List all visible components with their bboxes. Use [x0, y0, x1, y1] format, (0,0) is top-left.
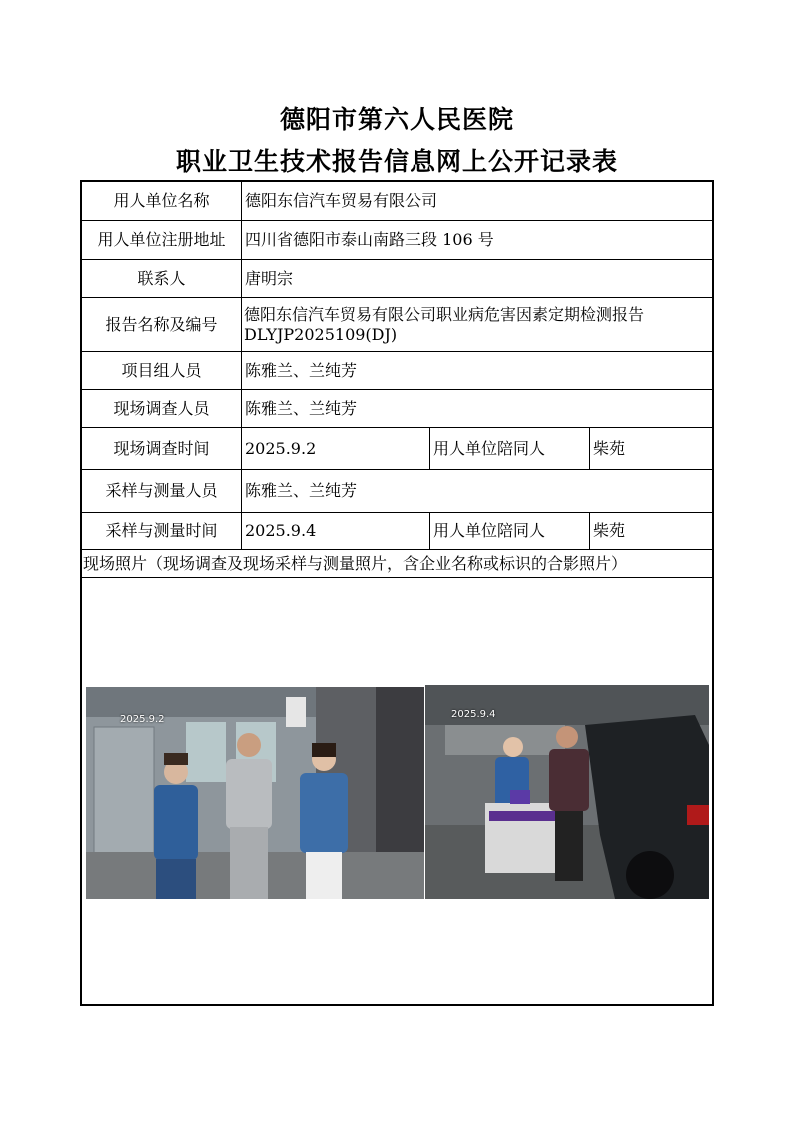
sampling-companion-value: 柴苑 — [590, 513, 712, 550]
employer-address-label: 用人单位注册地址 — [82, 221, 242, 260]
employer-name-value: 德阳东信汽车贸易有限公司 — [242, 182, 712, 221]
employer-name-label: 用人单位名称 — [82, 182, 242, 221]
report-label: 报告名称及编号 — [82, 298, 242, 352]
sampling-time-value: 2025.9.4 — [242, 513, 430, 550]
record-table — [80, 180, 714, 1006]
report-value: 德阳东信汽车贸易有限公司职业病危害因素定期检测报告 DLYJP2025109(DJ) — [242, 298, 712, 352]
project-team-label: 项目组人员 — [82, 352, 242, 390]
survey-staff-label: 现场调查人员 — [82, 390, 242, 428]
sampling-time-label: 采样与测量时间 — [82, 513, 242, 550]
document-title-form: 职业卫生技术报告信息网上公开记录表 — [175, 147, 618, 176]
contact-value: 唐明宗 — [242, 260, 712, 298]
sampling-staff-label: 采样与测量人员 — [82, 470, 242, 513]
project-team-value: 陈雅兰、兰纯芳 — [242, 352, 712, 390]
survey-companion-label: 用人单位陪同人 — [430, 428, 590, 470]
photo2-date-stamp: 2025.9.4 — [451, 709, 496, 720]
photo1-date-stamp: 2025.9.2 — [120, 714, 165, 725]
photos-header: 现场照片（现场调查及现场采样与测量照片，含企业名称或标识的合影照片） — [82, 550, 712, 578]
survey-staff-value: 陈雅兰、兰纯芳 — [242, 390, 712, 428]
contact-label: 联系人 — [82, 260, 242, 298]
site-survey-photo — [86, 687, 424, 899]
survey-time-label: 现场调查时间 — [82, 428, 242, 470]
survey-companion-value: 柴苑 — [590, 428, 712, 470]
sampling-staff-value: 陈雅兰、兰纯芳 — [242, 470, 712, 513]
sampling-photo — [425, 685, 709, 899]
survey-time-value: 2025.9.2 — [242, 428, 430, 470]
sampling-companion-label: 用人单位陪同人 — [430, 513, 590, 550]
document-title-hospital: 德阳市第六人民医院 — [279, 105, 514, 134]
employer-address-value: 四川省德阳市泰山南路三段 106 号 — [242, 221, 712, 260]
